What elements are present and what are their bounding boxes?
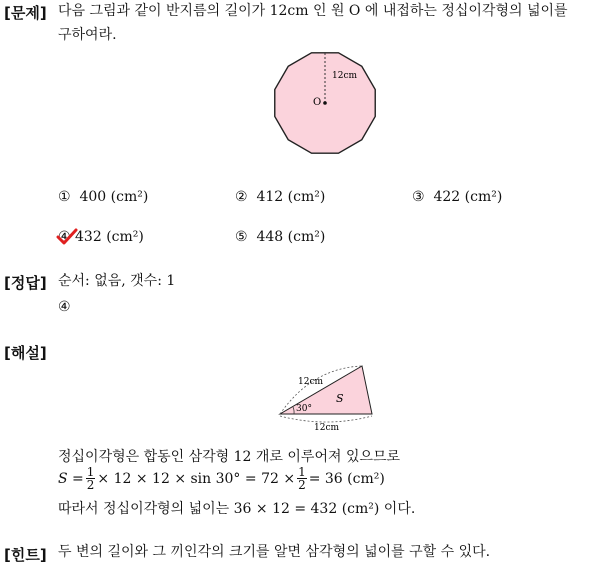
explanation-formula: S = $\frac{1}{2}$ × 12 × 12 × sin 30° = 72 × $\frac{1}{2}$ = 36 (cm²) bbox=[58, 465, 385, 492]
problem-text-line2: 구하여라. bbox=[58, 27, 117, 43]
explanation-tag: [해설] bbox=[4, 344, 47, 362]
choice-2[interactable]: ② 412 (cm²) bbox=[235, 189, 326, 205]
side-a-label: 12cm bbox=[298, 377, 324, 387]
explanation-line1: 정십이각형은 합동인 삼각형 12 개로 이루어져 있으므로 bbox=[58, 449, 401, 465]
choice-1[interactable]: ① 400 (cm²) bbox=[58, 189, 149, 205]
choice-3[interactable]: ③ 422 (cm²) bbox=[412, 189, 503, 205]
choice-4[interactable]: ④ 432 (cm²) bbox=[58, 229, 144, 245]
center-label: O bbox=[313, 97, 322, 108]
choice-5[interactable]: ⑤ 448 (cm²) bbox=[235, 229, 326, 245]
checkmark-icon bbox=[56, 228, 78, 246]
dodecagon-figure bbox=[270, 48, 380, 158]
radius-label: 12cm bbox=[332, 71, 358, 81]
problem-tag: [문제] bbox=[4, 4, 47, 22]
area-label: S bbox=[336, 392, 344, 405]
hint-text: 두 변의 길이와 그 끼인각의 크기를 알면 삼각형의 넓이를 구할 수 있다. bbox=[58, 544, 491, 560]
answer-line1: 순서: 없음, 갯수: 1 bbox=[58, 273, 176, 289]
hint-tag: [힌트] bbox=[4, 546, 47, 564]
triangle-shape bbox=[280, 366, 372, 414]
explanation-line3: 따라서 정십이각형의 넓이는 36 × 12 = 432 (cm²) 이다. bbox=[58, 501, 416, 517]
problem-text-line1: 다음 그림과 같이 반지름의 길이가 12cm 인 원 O 에 내접하는 정십이각형의 넓이를 bbox=[58, 3, 568, 19]
triangle-figure bbox=[272, 360, 382, 432]
fraction-half-2: $\frac{1}{2}$ bbox=[298, 465, 306, 492]
center-dot bbox=[323, 101, 327, 105]
side-b-label: 12cm bbox=[314, 423, 340, 432]
fraction-half-1: $\frac{1}{2}$ bbox=[86, 465, 95, 492]
side-b-brace bbox=[280, 416, 372, 422]
answer-line2: ④ bbox=[58, 299, 71, 315]
answer-tag: [정답] bbox=[4, 274, 47, 292]
angle-label: 30° bbox=[296, 404, 312, 414]
